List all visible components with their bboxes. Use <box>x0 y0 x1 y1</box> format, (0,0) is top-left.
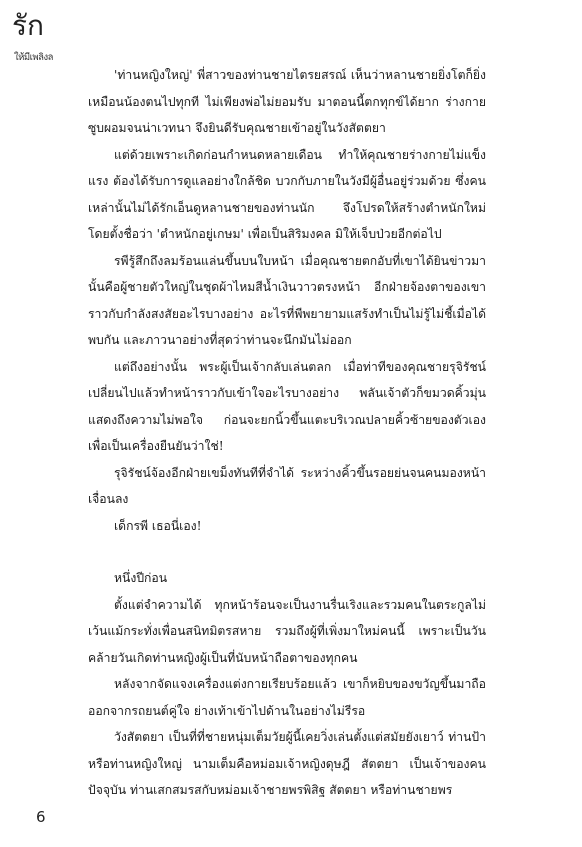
section-heading: หนึ่งปีก่อน <box>114 571 168 585</box>
paragraph: หลังจากจัดแจงเครื่องแต่งกายเรียบร้อยแล้ว เขาก็หยิบของขวัญขึ้นมาถือออกจากรถยนต์คู่ใจ ย่างเท้าเข้าไปด้านในอย่างไม่รีรอ <box>88 677 486 718</box>
page-body <box>88 62 486 804</box>
paragraph: วังสัตตยา เป็นที่ที่ชายหนุ่มเต็มวัยผู้นี้เคยวิ่งเล่นตั้งแต่สมัยยังเยาว์ ท่านป้าหรือท่านหญิงใหญ่ นามเต็มคือหม่อมเจ้าหญิงดุษฎี สัตตยา เป็นเจ้าของคนปัจจุบัน ท่านเสกสมรสกับหม่อมเจ้าชายพรพิสิฐ สัตตยา หรือท่านชายพร <box>88 730 486 797</box>
paragraph: เด็กรพี เธอนี่เอง! <box>114 518 202 533</box>
paragraph: ตั้งแต่จำความได้ ทุกหน้าร้อนจะเป็นงานรื่นเริงและรวมคนในตระกูลไม่เว้นแม้กระทั่งเพื่อนสนิทมิตรสหาย รวมถึงผู้ที่เพิ่งมาใหม่คนนี้ เพราะเป็นวันคล้ายวันเกิดท่านหญิงผู้เป็นที่นับหน้าถือตาของทุกคน <box>88 597 486 665</box>
paragraph: แต่ด้วยเพราะเกิดก่อนกำหนดหลายเดือน ทำให้คุณชายร่างกายไม่แข็งแรง ต้องได้รับการดูแลอย่างใกล้ชิด บวกกับภายในวังมีผู้อื่นอยู่ร่วมด้วย ซึ่งคนเหล่านั้นไม่ได้รักเอ็นดูหลานชายของท่านนัก จึงโปรดให้สร้างตำหนักใหม่ โดยตั้งชื่อว่า 'ตำหนักอยู่เกษม' เพื่อเป็นสิริมงคล มิให้เจ็บป่วยอีกต่อไป <box>88 147 486 241</box>
logo-sub-text: ให้มีเพลิงล <box>14 52 53 63</box>
paragraph: แต่ถึงอย่างนั้น พระผู้เป็นเจ้ากลับเล่นตลก เมื่อท่าทีของคุณชายรุจิรัชน์เปลี่ยนไปแล้วทำหน้าราวกับเข้าใจอะไรบางอย่าง พลันเจ้าตัวก็ขมวดคิ้วมุ่นแสดงถึงความไม่พอใจ ก่อนจะยกนิ้วขึ้นแตะบริเวณปลายคิ้วซ้ายของตัวเองเพื่อเป็นเครื่องยืนยันว่าใช่! <box>88 359 486 453</box>
logo-main-text: รัก <box>12 9 44 42</box>
book-logo <box>12 10 60 80</box>
page-number: 6 <box>36 808 46 826</box>
section-gap <box>88 539 486 565</box>
paragraph: 'ท่านหญิงใหญ่' พี่สาวของท่านชายไตรยสรณ์ เห็นว่าหลานชายยิ่งโตก็ยิ่งเหมือนน้องตนไปทุกที ไม่เพียงพ่อไม่ยอมรับ มาตอนนี้ตกทุกข์ได้ยาก ร่างกายซูบผอมจนน่าเวทนา จึงยินดีรับคุณชายเข้าอยู่ในวังสัตตยา <box>88 68 486 135</box>
paragraph: รพีรู้สึกถึงลมร้อนแล่นขึ้นบนใบหน้า เมื่อคุณชายตกอับที่เขาได้ยินข่าวมานั้นคือผู้ชายตัวใหญ่ในชุดผ้าไหมสีน้ำเงินวาวตรงหน้า อีกฝ่ายจ้องตาของเขาราวกับกำลังสงสัยอะไรบางอย่าง อะไรที่พีพยายามแสร้งทำเป็นไม่รู้ไม่ชี้เมื่อได้พบกัน และภาวนาอย่างที่สุดว่าท่านจะนึกมันไม่ออก <box>88 253 486 347</box>
paragraph: รุจิรัชน์จ้องอีกฝ่ายเขม็งทันทีที่จำได้ ระหว่างคิ้วขึ้นรอยย่นจนคนมองหน้าเจื่อนลง <box>88 465 486 506</box>
